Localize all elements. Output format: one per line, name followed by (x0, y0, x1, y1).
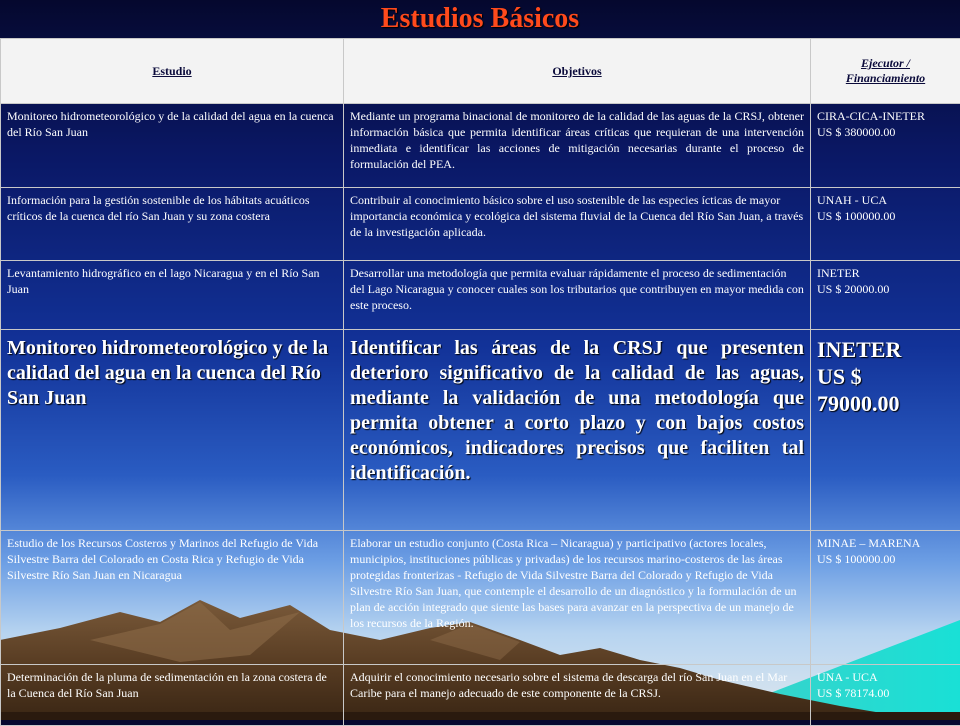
estudio-cell: Información para la gestión sostenible de los hábitats acuáticos críticos de la cuenca del río San Juan y su zona costera (1, 188, 344, 261)
table-row (1, 261, 960, 330)
column-header-objetivos: Objetivos (344, 39, 811, 104)
ejecutor-cell (811, 665, 960, 726)
financiamiento-currency: US $ (817, 363, 954, 390)
financiamiento-amount: 79000.00 (817, 390, 954, 417)
ejecutor-name: CIRA-CICA-INETER (817, 108, 954, 124)
table-row (1, 665, 960, 726)
financiamiento-amount: US $ 380000.00 (817, 124, 954, 140)
column-header-ejecutor (811, 39, 960, 104)
estudio-cell: Monitoreo hidrometeorológico y de la calidad del agua en la cuenca del Río San Juan (1, 330, 344, 531)
table-row (1, 531, 960, 665)
table-row-highlighted (1, 330, 960, 531)
table-row (1, 104, 960, 188)
ejecutor-cell (811, 531, 960, 665)
ejecutor-cell (811, 104, 960, 188)
objetivos-cell: Mediante un programa binacional de monitoreo de la calidad de las aguas de la CRSJ, obtener información básica que permita identificar áreas críticas que requieran de una intervención inmediata e identificar las acciones de mitigación necesarias durante el proceso de formulación del PEA. (344, 104, 811, 188)
financiamiento-amount: US $ 78174.00 (817, 685, 954, 701)
financiamiento-amount: US $ 100000.00 (817, 208, 954, 224)
table-header-row (1, 39, 960, 104)
financiamiento-amount: US $ 20000.00 (817, 281, 954, 297)
estudio-cell: Monitoreo hidrometeorológico y de la calidad del agua en la cuenca del Río San Juan (1, 104, 344, 188)
ejecutor-name: INETER (817, 336, 954, 363)
column-header-ejecutor-line2: Financiamiento (817, 71, 954, 86)
estudio-cell: Levantamiento hidrográfico en el lago Nicaragua y en el Río San Juan (1, 261, 344, 330)
studies-table (0, 38, 960, 726)
column-header-estudio: Estudio (1, 39, 344, 104)
estudio-cell: Estudio de los Recursos Costeros y Marinos del Refugio de Vida Silvestre Barra del Colorado en Costa Rica y Refugio de Vida Silvestre Río San Juan en Nicaragua (1, 531, 344, 665)
objetivos-cell: Adquirir el conocimiento necesario sobre el sistema de descarga del río San Juan en el Mar Caribe para el manejo adecuado de este componente de la CRSJ. (344, 665, 811, 726)
column-header-ejecutor-line1: Ejecutor / (817, 56, 954, 71)
objetivos-cell: Contribuir al conocimiento básico sobre el uso sostenible de las especies ícticas de mayor importancia económica y ecológica del sistema fluvial de la Cuenca del Río San Juan, a través de la investigación aplicada. (344, 188, 811, 261)
ejecutor-name: INETER (817, 265, 954, 281)
ejecutor-cell (811, 261, 960, 330)
page-title: Estudios Básicos (0, 0, 960, 38)
objetivos-cell: Desarrollar una metodología que permita evaluar rápidamente el proceso de sedimentación del Lago Nicaragua y conocer cuales son los tributarios que contribuyen en mayor medida con este proceso. (344, 261, 811, 330)
ejecutor-name: MINAE – MARENA (817, 535, 954, 551)
ejecutor-name: UNA - UCA (817, 669, 954, 685)
table-row (1, 188, 960, 261)
financiamiento-amount: US $ 100000.00 (817, 551, 954, 567)
ejecutor-cell (811, 188, 960, 261)
objetivos-cell: Elaborar un estudio conjunto (Costa Rica – Nicaragua) y participativo (actores locales, municipios, instituciones públicas y privadas) de los recursos marino-costeros de las áreas protegidas fronterizas - Refugio de Vida Silvestre Barra del Colorado y Refugio de Vida Silvestre Río San Juan, que contemple el desarrollo de un diagnóstico y la formulación de un plan de acción integrado que siente las bases para avanzar en la perspectiva de un manejo de los recursos de la Región. (344, 531, 811, 665)
ejecutor-cell (811, 330, 960, 531)
ejecutor-name: UNAH - UCA (817, 192, 954, 208)
objetivos-cell: Identificar las áreas de la CRSJ que presenten deterioro significativo de la calidad de las aguas, mediante la validación de una metodología que permita obtener a corto plazo y con bajos costos económicos, indicadores precisos que faciliten tal identificación. (344, 330, 811, 531)
estudio-cell: Determinación de la pluma de sedimentación en la zona costera de la Cuenca del Río San Juan (1, 665, 344, 726)
